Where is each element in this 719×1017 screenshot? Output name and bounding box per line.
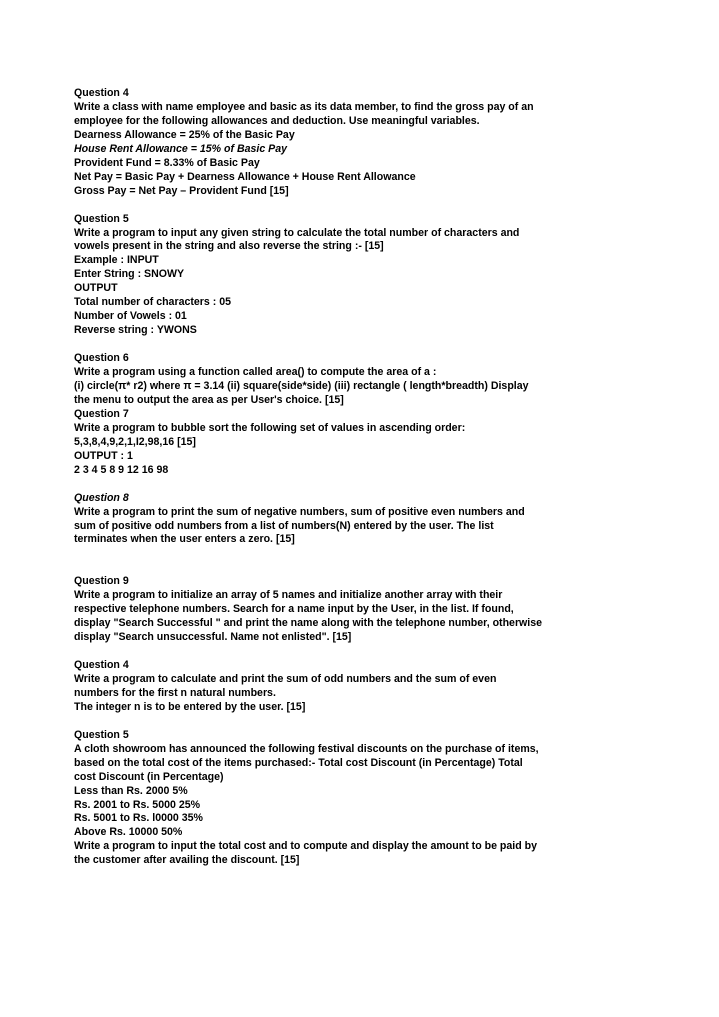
question-text-line: Number of Vowels : 01 (74, 310, 187, 323)
question-text-line: Write a program to bubble sort the following set of values in ascending order: (74, 421, 466, 434)
question-text-line: respective telephone numbers. Search for a name input by the User, in the list. If found, (74, 603, 514, 616)
question-text-line: The integer n is to be entered by the user. [15] (74, 700, 306, 713)
question-heading: Question 6 (74, 352, 129, 365)
question-text-line: vowels present in the string and also reverse the string :- [15] (74, 240, 384, 253)
question-text-line: Enter String : SNOWY (74, 268, 185, 281)
question-text-line: employee for the following allowances and deduction. Use meaningful variables. (74, 114, 480, 127)
question-text-line: Gross Pay = Net Pay – Provident Fund [15] (74, 184, 289, 197)
question-text-line: Reverse string : YWONS (74, 324, 197, 337)
question-text-line: sum of positive odd numbers from a list of numbers(N) entered by the user. The list (74, 519, 494, 532)
question-block (74, 408, 674, 478)
question-heading: Question 8 (74, 491, 129, 504)
question-text-line: Total number of characters : 05 (74, 296, 231, 309)
question-text-line: OUTPUT (74, 282, 118, 295)
question-text-line: Example : INPUT (74, 254, 159, 267)
question-text-line: A cloth showroom has announced the following festival discounts on the purchase of items, (74, 742, 539, 755)
question-text-line: Dearness Allowance = 25% of the Basic Pay (74, 128, 295, 141)
question-text-line: the customer after availing the discount. [15] (74, 854, 300, 867)
question-text-line: Write a program to print the sum of negative numbers, sum of positive even numbers and (74, 505, 525, 518)
question-block (74, 659, 674, 715)
question-heading: Question 9 (74, 575, 129, 588)
question-text-line: Write a program to input any given string to calculate the total number of characters and (74, 226, 520, 239)
question-heading: Question 5 (74, 212, 129, 225)
question-block (74, 87, 674, 199)
question-text-line: numbers for the first n natural numbers. (74, 686, 276, 699)
question-text-line: Write a program using a function called area() to compute the area of a : (74, 366, 437, 379)
question-text-line: cost Discount (in Percentage) (74, 770, 224, 783)
question-heading: Question 4 (74, 87, 129, 99)
question-text-line: Less than Rs. 2000 5% (74, 784, 188, 797)
question-text-line: terminates when the user enters a zero. [15] (74, 533, 295, 546)
question-text-line: Provident Fund = 8.33% of Basic Pay (74, 156, 260, 169)
question-heading: Question 5 (74, 728, 129, 741)
question-text-line: Write a program to calculate and print the sum of odd numbers and the sum of even (74, 672, 497, 685)
document-page (74, 87, 674, 882)
question-block (74, 213, 674, 339)
question-text-line: based on the total cost of the items purchased:- Total cost Discount (in Percentage) Total (74, 756, 523, 769)
question-text-line: Write a program to initialize an array of 5 names and initialize another array with their (74, 589, 503, 602)
question-text-line: House Rent Allowance = 15% of Basic Pay (74, 142, 288, 155)
question-text-line: (i) circle(π* r2) where π = 3.14 (ii) square(side*side) (iii) rectangle ( length*breadth) Display (74, 379, 529, 392)
question-text-line: 5,3,8,4,9,2,1,I2,98,16 [15] (74, 435, 196, 448)
question-text-line: Write a program to input the total cost and to compute and display the amount to be paid by (74, 840, 538, 853)
question-text-line: the menu to output the area as per User's choice. [15] (74, 393, 344, 406)
question-text-line: OUTPUT : 1 (74, 449, 133, 462)
question-block (74, 729, 674, 869)
question-block (74, 492, 674, 548)
question-text-line: Above Rs. 10000 50% (74, 826, 183, 839)
question-text-line: 2 3 4 5 8 9 12 16 98 (74, 463, 169, 476)
question-text-line: Write a class with name employee and basic as its data member, to find the gross pay of an (74, 100, 534, 113)
question-text-line: Net Pay = Basic Pay + Dearness Allowance + House Rent Allowance (74, 170, 416, 183)
question-heading: Question 4 (74, 659, 129, 671)
question-block (74, 352, 674, 408)
question-text-line: Rs. 5001 to Rs. l0000 35% (74, 812, 203, 825)
question-text-line: display "Search Successful " and print the name along with the telephone number, otherwise (74, 617, 543, 630)
question-text-line: Rs. 2001 to Rs. 5000 25% (74, 798, 201, 811)
question-heading: Question 7 (74, 407, 129, 420)
question-block (74, 575, 674, 645)
question-text-line: display "Search unsuccessful. Name not enlisted". [15] (74, 631, 352, 644)
